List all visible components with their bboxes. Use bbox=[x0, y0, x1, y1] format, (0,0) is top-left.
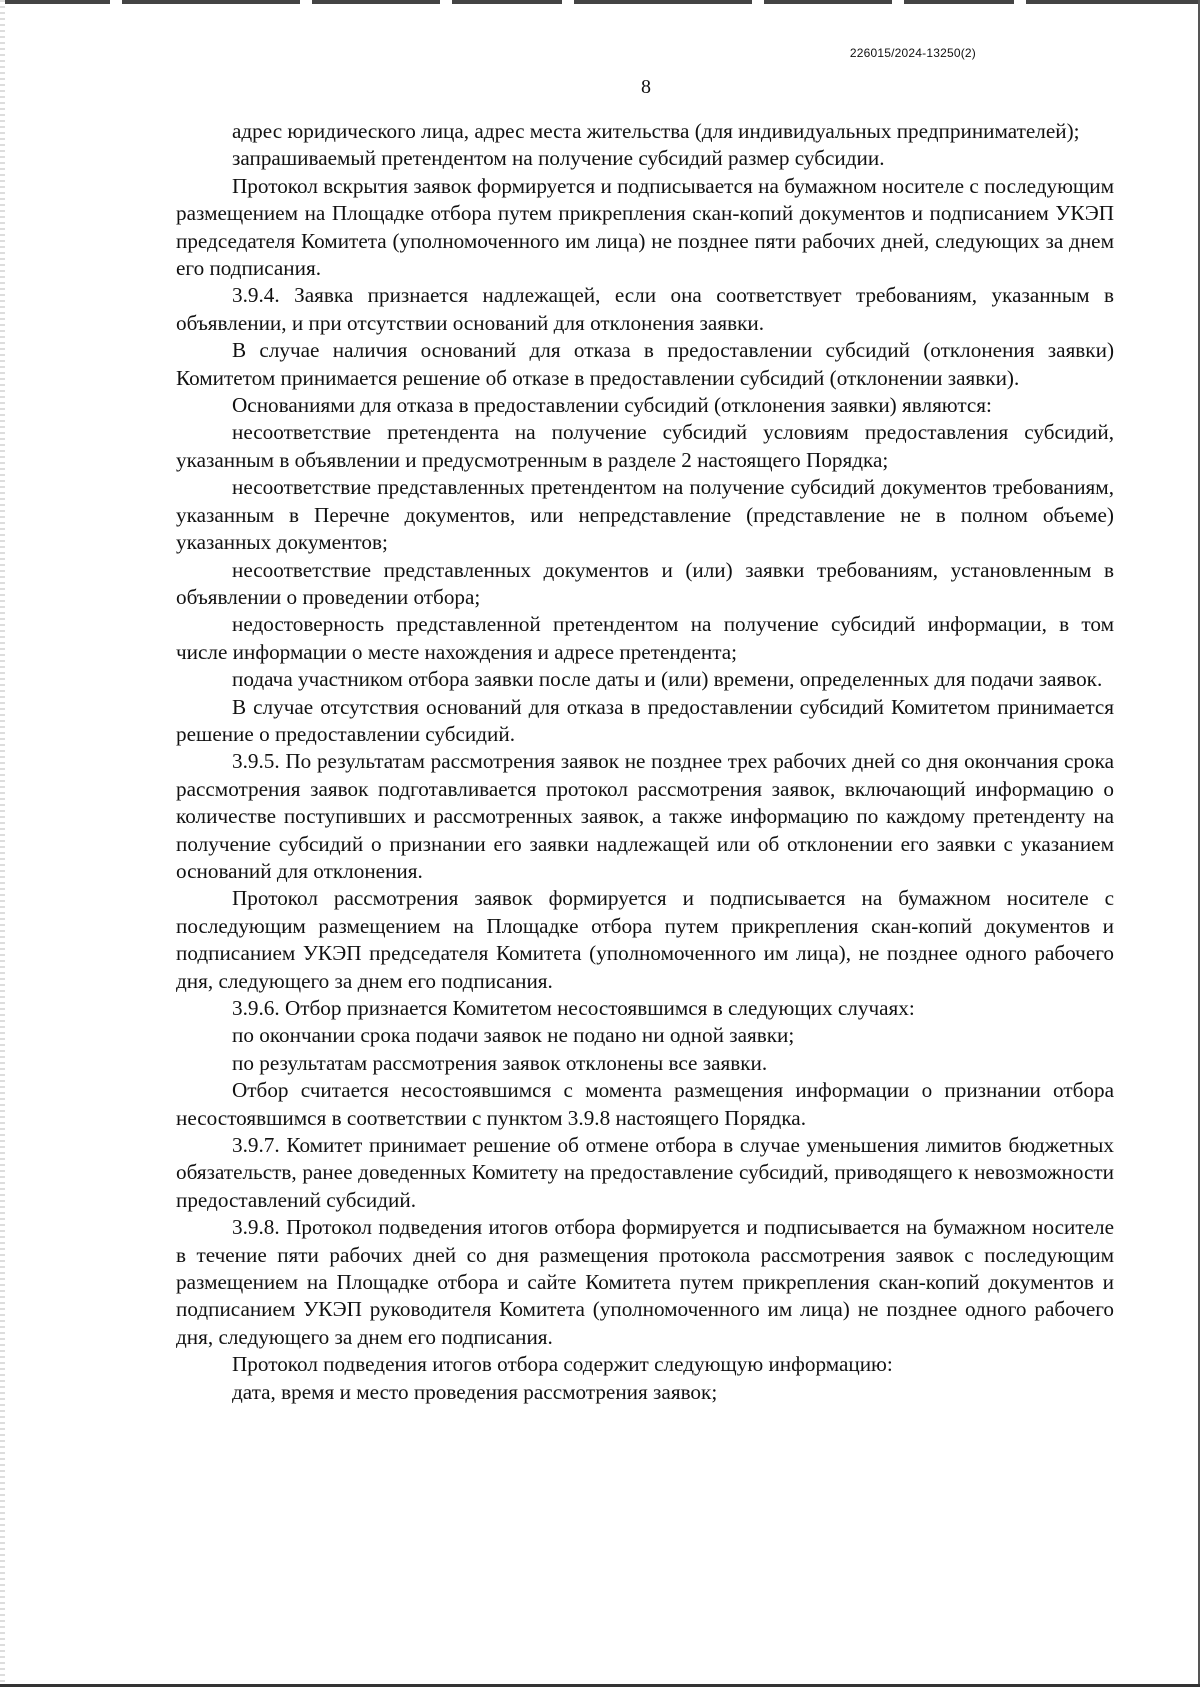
paragraph: Отбор считается несостоявшимся с момента размещения информации о признании отбора несостоявшимся в соответствии с пунктом 3.9.8 настоящего Порядка. bbox=[176, 1078, 1114, 1130]
paragraph: Протокол подведения итогов отбора содержит следующую информацию: bbox=[232, 1352, 893, 1377]
paragraph: запрашиваемый претендентом на получение субсидий размер субсидии. bbox=[232, 146, 885, 171]
paragraph: подача участником отбора заявки после даты и (или) времени, определенных для подачи заявок. bbox=[232, 667, 1103, 692]
scan-top-edge bbox=[0, 0, 1200, 4]
paragraph: Основаниями для отказа в предоставлении субсидий (отклонения заявки) являются: bbox=[232, 393, 992, 418]
paragraph: 3.9.8. Протокол подведения итогов отбора формируется и подписывается на бумажном носителе в течение пяти рабочих дней со дня размещения протокола рассмотрения заявок с последующим размещением на Площадке отбора и сайте Комитета путем прикрепления скан-копий документов и подписанием УКЭП руководителя Комитета (уполномоченного им лица) не позднее одного рабочего дня, следующего за днем его подписания. bbox=[176, 1215, 1114, 1349]
paragraph: по результатам рассмотрения заявок отклонены все заявки. bbox=[232, 1050, 768, 1075]
document-body bbox=[176, 118, 1114, 1406]
paragraph: по окончании срока подачи заявок не подано ни одной заявки; bbox=[232, 1023, 795, 1048]
paragraph: В случае наличия оснований для отказа в предоставлении субсидий (отклонения заявки) Комитетом принимается решение об отказе в предоставлении субсидий (отклонении заявки). bbox=[176, 338, 1114, 390]
paragraph: Протокол рассмотрения заявок формируется и подписывается на бумажном носителе с последующим размещением на Площадке отбора путем прикрепления скан-копий документов и подписанием УКЭП председателя Комитета (уполномоченного им лица), не позднее одного рабочего дня, следующего за днем его подписания. bbox=[176, 886, 1114, 993]
paragraph: Протокол вскрытия заявок формируется и подписывается на бумажном носителе с последующим размещением на Площадке отбора путем прикрепления скан-копий документов и подписанием УКЭП председателя Комитета (уполномоченного им лица) не позднее пяти рабочих дней, следующих за днем его подписания. bbox=[176, 173, 1114, 281]
document-id: 226015/2024-13250(2) bbox=[849, 46, 976, 60]
scan-left-edge bbox=[0, 0, 5, 1687]
paragraph: несоответствие представленных документов и (или) заявки требованиям, установленным в объявлении о проведении отбора; bbox=[176, 557, 1114, 609]
page-number: 8 bbox=[641, 76, 651, 98]
paragraph: дата, время и место проведения рассмотрения заявок; bbox=[232, 1379, 718, 1404]
paragraph: недостоверность представленной претендентом на получение субсидий информации, в том числе информации о месте нахождения и адресе претендента; bbox=[176, 612, 1114, 664]
paragraph: несоответствие представленных претендентом на получение субсидий документов требованиям, указанным в Перечне документов, или непредставление (представление не в полном объеме) указанных документов; bbox=[176, 475, 1114, 555]
paragraph: В случае отсутствия оснований для отказа в предоставлении субсидий Комитетом принимается решение о предоставлении субсидий. bbox=[176, 694, 1114, 746]
paragraph: 3.9.4. Заявка признается надлежащей, если она соответствует требованиям, указанным в объявлении, и при отсутствии оснований для отклонения заявки. bbox=[176, 283, 1114, 335]
paragraph: 3.9.6. Отбор признается Комитетом несостоявшимся в следующих случаях: bbox=[232, 996, 915, 1020]
paragraph: адрес юридического лица, адрес места жительства (для индивидуальных предпринимателей); bbox=[232, 119, 1080, 143]
paragraph: 3.9.5. По результатам рассмотрения заявок не позднее трех рабочих дней со дня окончания срока рассмотрения заявок подготавливается протокол рассмотрения заявок, включающий информацию о количестве поступивших и рассмотренных заявок, а также информацию по каждому претенденту на получение субсидий о признании его заявки надлежащей или об отклонении его заявки с указанием оснований для отклонения. bbox=[176, 749, 1114, 883]
paragraph: 3.9.7. Комитет принимает решение об отмене отбора в случае уменьшения лимитов бюджетных обязательств, ранее доведенных Комитету на предоставление субсидий, приводящего к невозможности предоставлений субсидий. bbox=[176, 1133, 1114, 1212]
paragraph: несоответствие претендента на получение субсидий условиям предоставления субсидий, указанным в объявлении и предусмотренным в разделе 2 настоящего Порядка; bbox=[176, 420, 1114, 472]
